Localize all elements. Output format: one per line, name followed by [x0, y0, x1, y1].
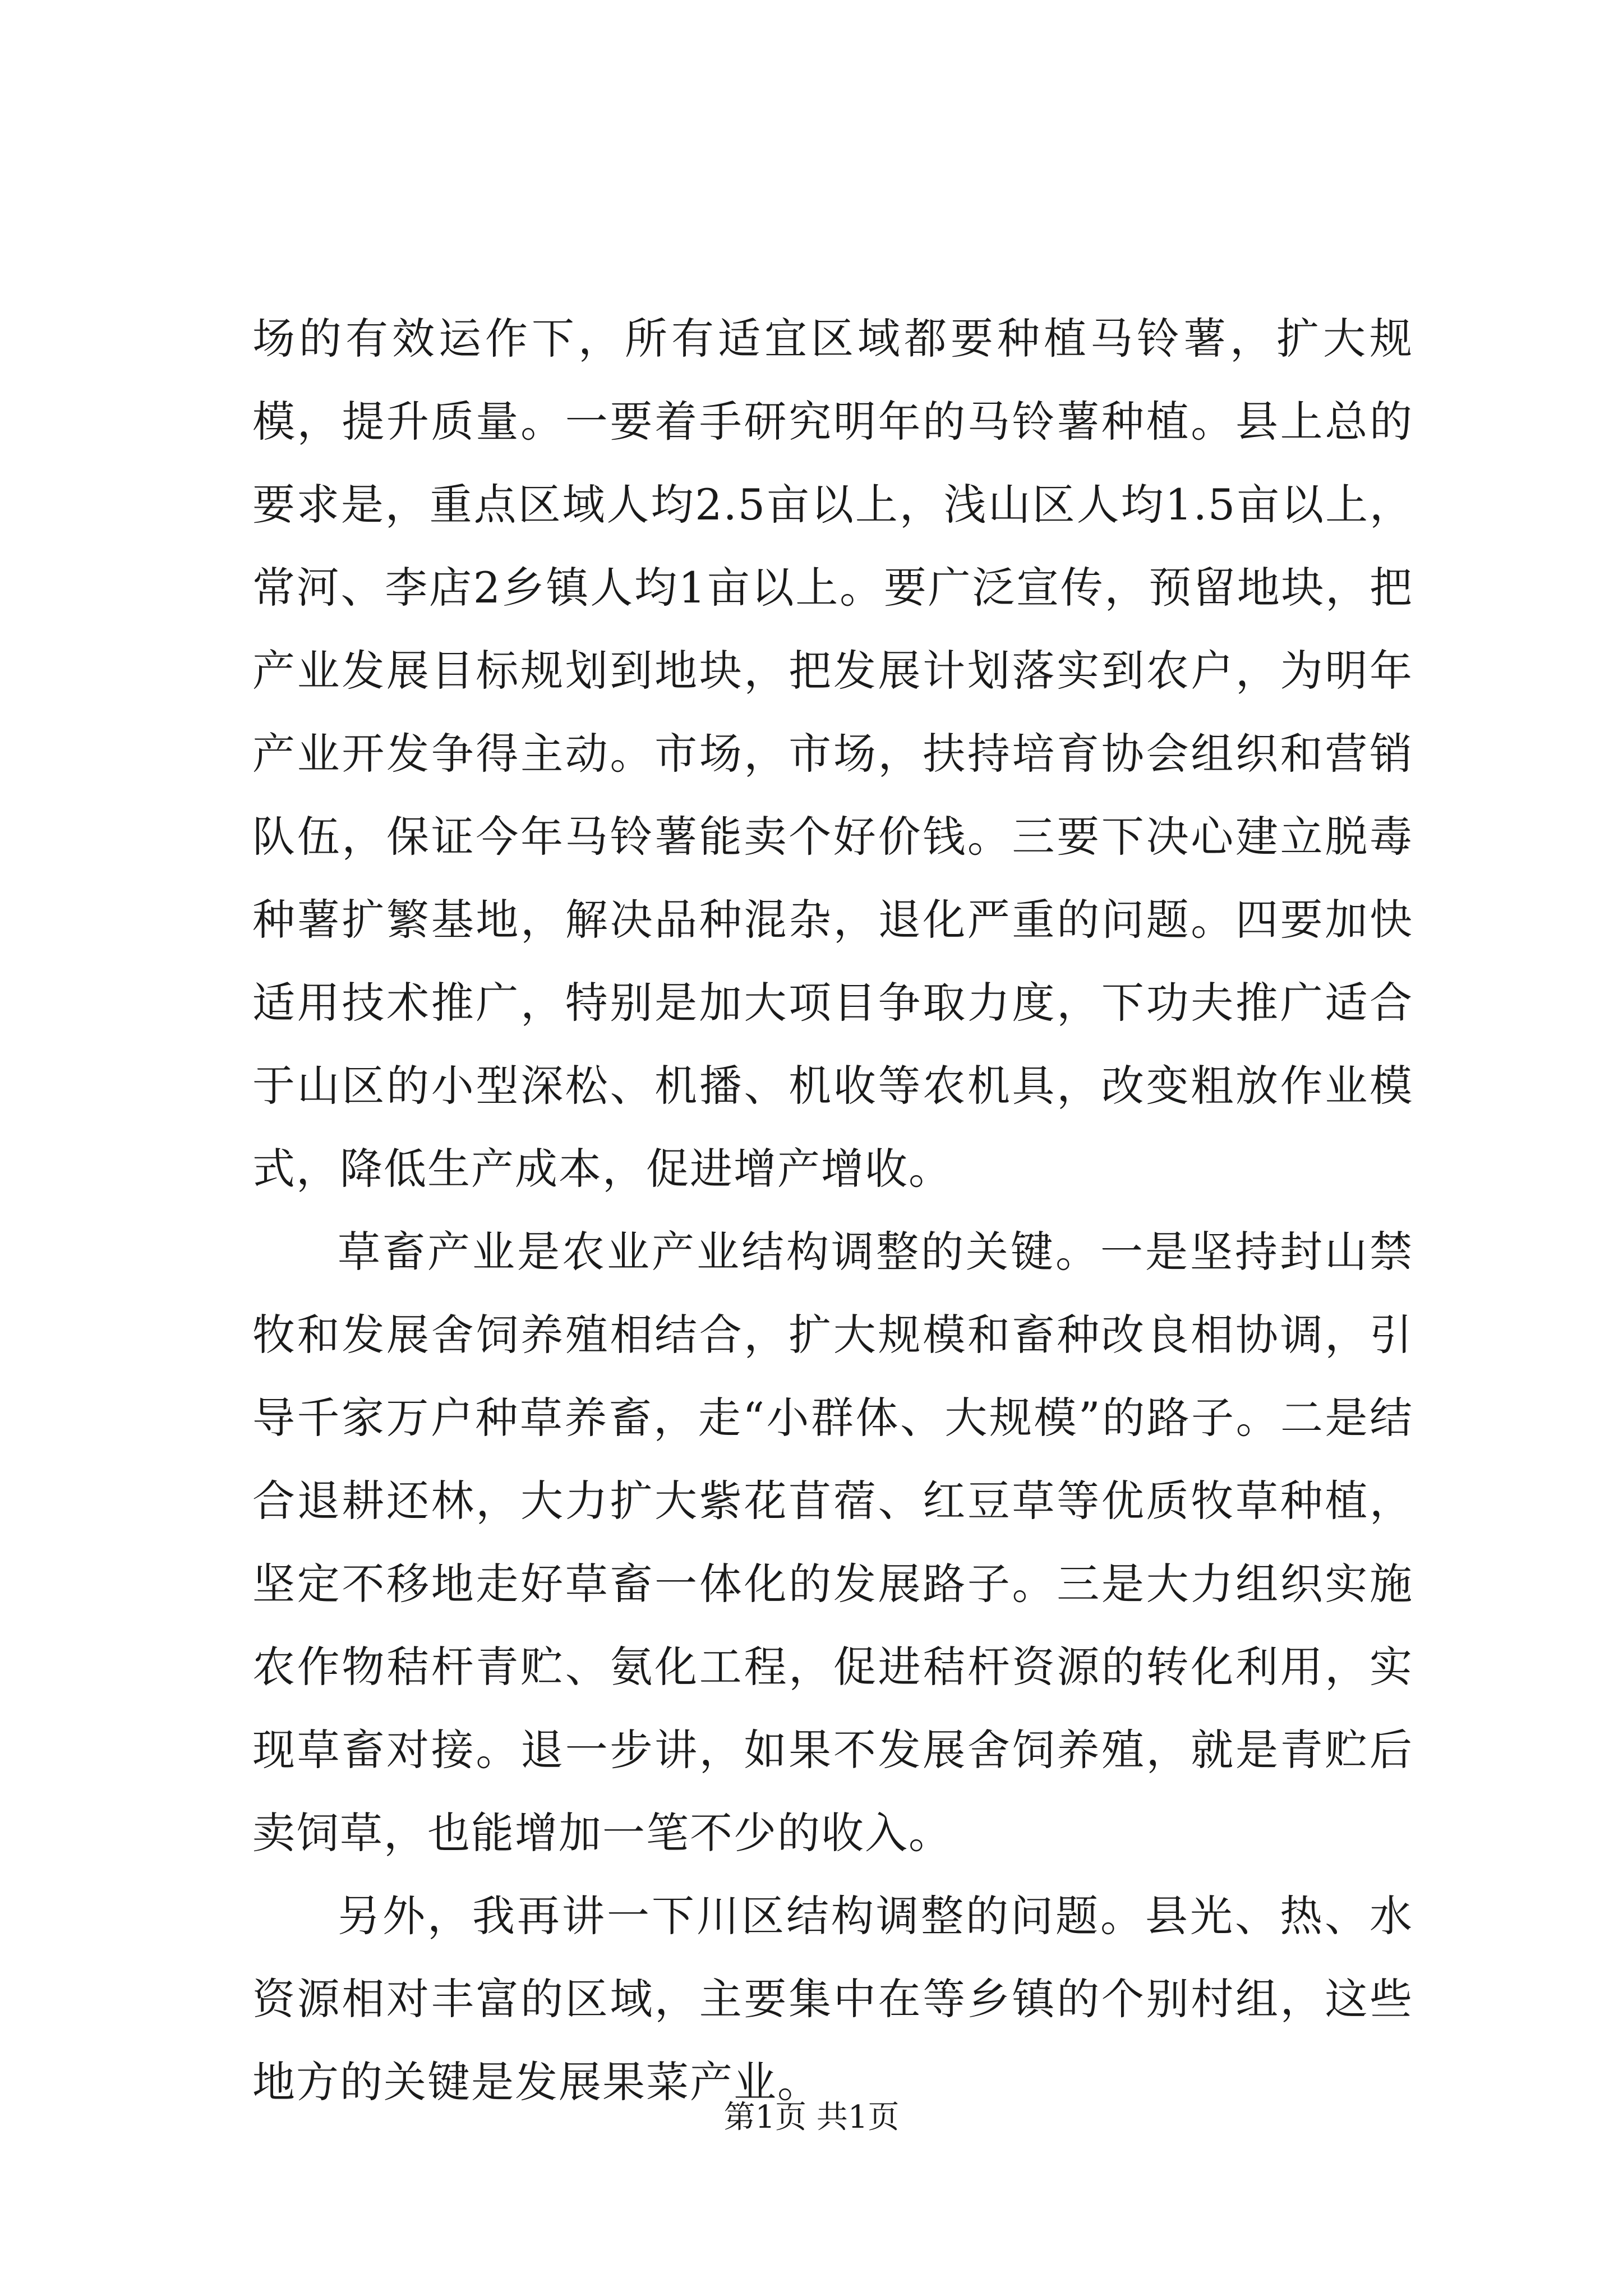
page-number-label: 第1页 共1页	[723, 2099, 900, 2136]
paragraph-3: 另外，我再讲一下川区结构调整的问题。县光、热、水资源相对丰富的区域，主要集中在等乡镇的个别村组，这些地方的关键是发展果菜产业。	[252, 1891, 1413, 2107]
paragraph-1: 场的有效运作下，所有适宜区域都要种植马铃薯，扩大规模，提升质量。一要着手研究明年的马铃薯种植。县上总的要求是，重点区域人均2.5亩以上，浅山区人均1.5亩以上，常河、李店2乡镇人均1亩以上。要广泛宣传，预留地块，把产业发展目标规划到地块，把发展计划落实到农户，为明年产业开发争得主动。市场，市场，扶持培育协会组织和营销队伍，保证今年马铃薯能卖个好价钱。三要下决心建立脱毒种薯扩繁基地，解决品种混杂，退化严重的问题。四要加快适用技术推广，特别是加大项目争取力度，下功夫推广适合于山区的小型深松、机播、机收等农机具，改变粗放作业模式，降低生产成本，促进增产增收。	[252, 314, 1413, 1194]
page-footer	[0, 2095, 1623, 2140]
document-body	[252, 297, 1413, 2124]
paragraph-2: 草畜产业是农业产业结构调整的关键。一是坚持封山禁牧和发展舍饲养殖相结合，扩大规模和畜种改良相协调，引导千家万户种草养畜，走“小群体、大规模”的路子。二是结合退耕还林，大力扩大紫花苜蓿、红豆草等优质牧草种植，坚定不移地走好草畜一体化的发展路子。三是大力组织实施农作物秸杆青贮、氨化工程，促进秸杆资源的转化利用，实现草畜对接。退一步讲，如果不发展舍饲养殖，就是青贮后卖饲草，也能增加一笔不少的收入。	[252, 1227, 1413, 1858]
